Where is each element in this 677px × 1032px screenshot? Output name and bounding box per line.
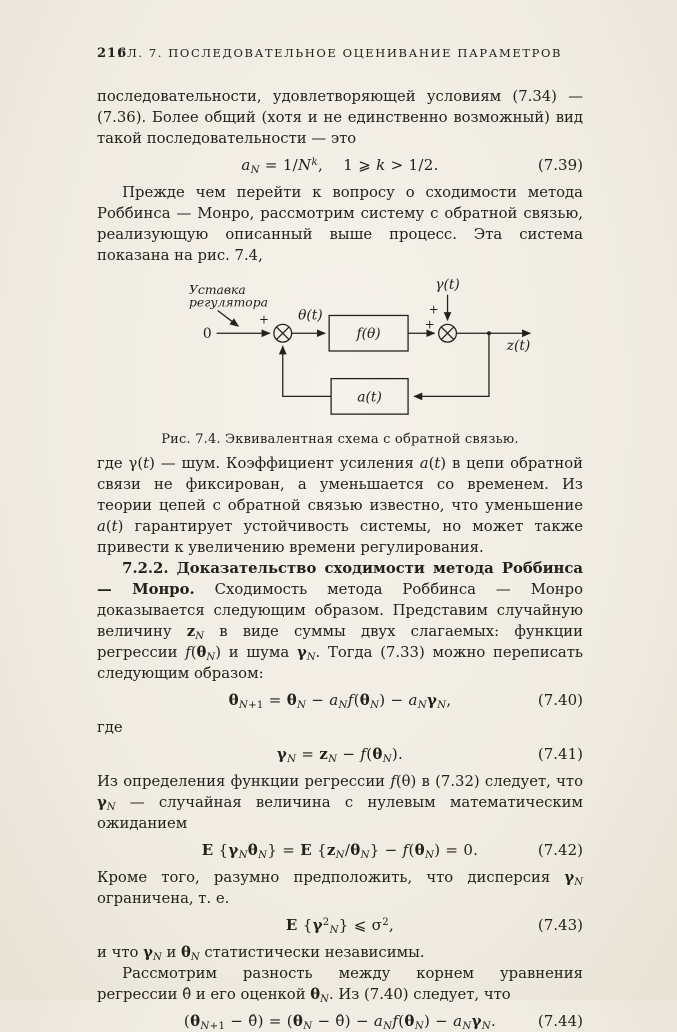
plus-sign: + [259,312,269,327]
plus-sign: + [428,302,439,317]
equation-number: (7.44) [537,1012,583,1030]
setpoint-label-line2: регулятора [189,295,268,310]
equation-number: (7.40) [537,691,583,709]
equation-number: (7.42) [537,841,583,859]
feedback-line-to-a [414,333,489,396]
a-t-label: a(t) [357,389,382,406]
equation-7-42 [97,839,583,861]
equation-number: (7.39) [537,156,583,174]
setpoint-pointer-arrow [218,311,239,327]
plus-sign: + [424,317,435,332]
equation-body: $\gamma_N = z_N - f(\theta_N)$. [276,745,404,766]
theta-t-label: θ(t) [298,307,323,324]
feedback-block-diagram [119,276,559,424]
equation-7-41 [97,743,583,765]
page-number: 216 [97,46,128,61]
zero-label: 0 [202,326,212,343]
equation-number: (7.41) [537,745,583,763]
equation-body: E $\{\gamma_N\theta_N\} = E$ $\{z_N/\theta_N\} - f(\theta_N) = 0$. [201,841,479,862]
paragraph-difference: Рассмотрим разность между корнем уравнения регрессии θ̂ и его оценкой $\theta_N$. Из (7.40) следует, что [97,965,583,1006]
equation-body: $a_N = 1/N^k$, 1 ⩾ k > 1/2. [241,156,439,177]
figure-caption: Рис. 7.4. Эквивалентная схема с обратной связью. [161,432,519,447]
equation-body: $\theta_{N+1} = \theta_N - a_Nf(\theta_N) - a_N\gamma_N$, [228,691,452,712]
paragraph-independence: и что $\gamma_N$ и $\theta_N$ статистически независимы. [97,944,425,964]
equation-body: E $\{\gamma^2_N\}$ ⩽ $\sigma^2$, [285,916,395,937]
paragraph-variance-bound: Кроме того, разумно предположить, что дисперсия $\gamma_N$ ограничена, т. е. [97,869,583,907]
paragraph-regression-def: Из определения функции регрессии f(θ) в (7.32) следует, что $\gamma_N$ — случайная величина с нулевым математическим ожиданием [97,773,583,832]
running-head [97,46,583,63]
setpoint-label-line1: Уставка [189,282,246,297]
equation-7-44 [97,1010,583,1032]
equation-number: (7.43) [537,916,583,934]
equation-7-39 [97,154,583,176]
z-t-label: z(t) [506,338,531,354]
paragraph-intro: последовательности, удовлетворяющей условиям (7.34) — (7.36). Более общий (хотя и не единственно возможный) вид такой последовательности — это [97,88,583,147]
f-theta-label: f(θ) [356,326,381,343]
feedback-line-to-summer1 [283,346,331,396]
paragraph-noise-gain: где γ(t) — шум. Коэффициент усиления a(t) в цепи обратной связи не фиксирован, а уменьшается со временем. Из теории цепей с обратной связью известно, что уменьшение a(t) гарантирует устойчивость системы, но может также привести к увеличению времени регулирования. [97,455,583,556]
paragraph-feedback-system: Прежде чем перейти к вопросу о сходимости метода Роббинса — Монро, рассмотрим систему с обратной связью, реализующую описанный выше процесс. Эта система показана на рис. 7.4, [97,184,583,264]
equation-7-43 [97,914,583,936]
equation-body: ($\theta_{N+1}$ − θ̂) = ($\theta_N$ − θ̂) − $a_Nf(\theta_N) - a_N\gamma_N$. [183,1012,497,1032]
gamma-t-label: γ(t) [435,276,460,293]
equation-7-40 [97,689,583,711]
figure-7-4 [97,276,583,447]
chapter-title: ГЛ. 7. ПОСЛЕДОВАТЕЛЬНОЕ ОЦЕНИВАНИЕ ПАРАМЕТРОВ [117,46,563,60]
paragraph-section-722: 7.2.2. Доказательство сходимости метода Роббинса — Монро. Сходимость метода Роббинса — Монро доказывается следующим образом. Представим случайную величину $z_N$ в виде суммы двух слагаемых: функции регрессии $f(\theta_N)$ и шума $\gamma_N$. Тогда (7.33) можно переписать следующим образом: [97,560,584,682]
where-label: где [97,719,123,736]
